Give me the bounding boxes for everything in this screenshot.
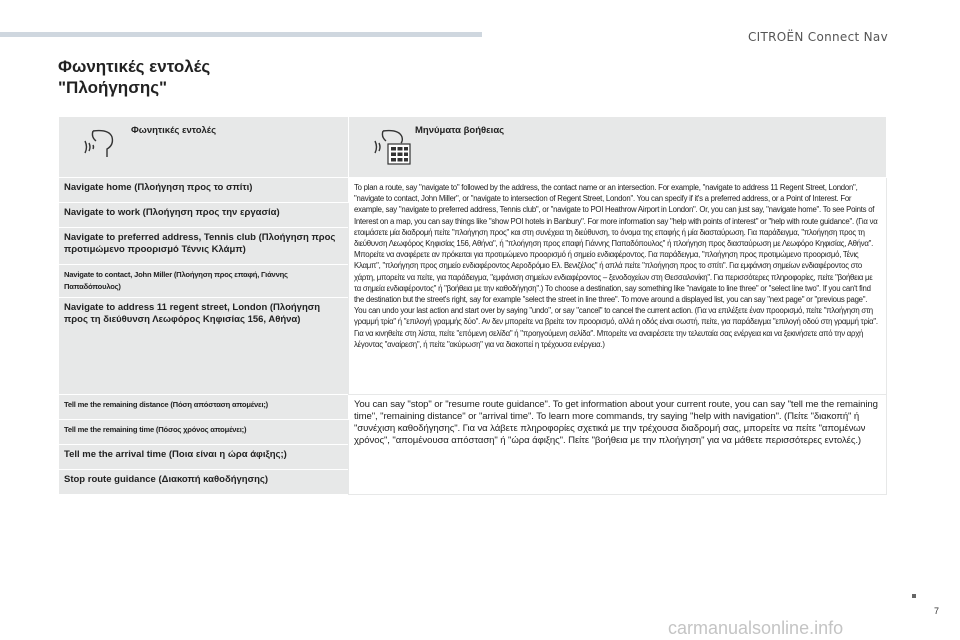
col1-header <box>59 117 349 178</box>
table-row <box>59 178 887 203</box>
table-row <box>59 395 887 420</box>
command-cell: Navigate to work (Πλοήγηση προς την εργασία) <box>59 203 349 228</box>
voice-help-icon <box>373 127 413 167</box>
command-cell: Tell me the arrival time (Ποια είναι η ώρα άφιξης;) <box>59 445 349 470</box>
command-cell: Navigate to contact, John Miller (Πλοήγηση προς επαφή, Γιάννης Παπαδόπουλος) <box>59 265 349 298</box>
command-cell: Stop route guidance (Διακοπή καθοδήγησης) <box>59 470 349 495</box>
command-cell: Navigate home (Πλοήγηση προς το σπίτι) <box>59 178 349 203</box>
command-cell: Navigate to address 11 regent street, London (Πλοήγηση προς τη διεύθυνση Λεωφόρος Κηφισίας 156, Αθήνα) <box>59 298 349 395</box>
watermark: carmanualsonline.info <box>668 618 844 638</box>
page-title-line-2: "Πλοήγησης" <box>58 78 168 97</box>
col1-header-label: Φωνητικές εντολές <box>131 125 217 136</box>
voice-commands-table <box>58 116 887 495</box>
help-cell-route: To plan a route, say "navigate to" followed by the address, the contact name or an intersection. For example, "navigate to address 11 Regent Street, London", "navigate to contact, John Miller", or "navigate to intersection of Regent Street, London". You can specify if it's a preferred address, or a Point of Interest. For example, say "navigate to preferred address, Tennis club", or "navigate to POI Heathrow Airport in London". Or, you can just say, "navigate home". To see Points of Interest on a map, you can say things like "show POI hotels in Banbury". For more information say "help with points of interest" or "help with route guidance". (Για να ετοιμάσετε μία διαδρομή πείτε "πλοήγηση προς" και στη συνέχεια τη διεύθυνση, το όνομα της επαφής ή μία διασταύρωση. Για παράδειγμα, "πλοήγηση προς τη διεύθυνση Λεωφόρος Κηφισίας 156, Αθήνα", ή "πλοήγηση προς επαφή Γιάννης Παπαδόπουλος" ή πλοήγηση προς διασταύρωση με Λεωφόρο Κηφισίας, Αθήνα". Μπορείτε να αναφέρετε αν πρόκειται για προτιμώμενο προορισμό ή σημείο ενδιαφέροντος. Για παράδειγμα, "πλοήγηση προς προτιμώμενο προορισμό, Τένις Κλαμπ", "πλοήγηση προς σημείο ενδιαφέροντος Αεροδρόμιο Ελ. Βενιζέλος" ή απλά πείτε "πλοήγηση προς το σπίτι". Για εμφάνιση σημείων ενδιαφέροντος στο χάρτη, μπορείτε να πείτε, για παράδειγμα, "εμφάνιση σημείων ενδιαφέροντος – ξενοδοχείων στη Θεσσαλονίκη". Για περισσότερες πληροφορίες, πείτε "βοήθεια με τα σημεία ενδιαφέροντος" ή "βοήθεια με την καθοδήγηση".) To choose a destination, say something like "navigate to line three" or "select line two". If you can't find the destination but the street's right, say for example "select the street in line three". To move around a displayed list, you can say "next page" or "previous page". You can undo your last action and start over by saying "undo", or say "cancel" to cancel the current action. (Για να επιλέξετε έναν προορισμό, πείτε "πλοήγηση στη γραμμή τρία" ή "επιλογή γραμμής δύο". Αν δεν μπορείτε να βρείτε τον προορισμό, αλλά η οδός είναι σωστή, πείτε, για παράδειγμα "επιλογή οδού στη γραμμή τρία". Για να κινηθείτε στη λίστα, πείτε "επόμενη σελίδα" ή "προηγούμενη σελίδα". Μπορείτε να αναιρέσετε την τελευταία σας ενέργεια και να ξεκινήσετε από την αρχή λέγοντας "αναίρεση", ή πείτε "ακύρωση" για να διακοπεί η τρέχουσα ενέργεια.) <box>349 178 887 395</box>
header-rule <box>0 32 482 37</box>
voice-command-icon <box>83 127 117 161</box>
page-title-line-1: Φωνητικές εντολές <box>58 57 211 76</box>
col2-header <box>349 117 887 178</box>
page-marker <box>912 594 916 598</box>
command-cell: Tell me the remaining distance (Πόση απόσταση απομένει;) <box>59 395 349 420</box>
command-cell: Navigate to preferred address, Tennis club (Πλοήγηση προς προτιμώμενο προορισμό Τέννις Κλάμπ) <box>59 228 349 265</box>
page-title <box>58 56 210 98</box>
col2-header-label: Μηνύματα βοήθειας <box>415 125 505 136</box>
brand-label: CITROËN Connect Nav <box>748 30 888 44</box>
command-cell: Tell me the remaining time (Πόσος χρόνος απομένει;) <box>59 420 349 445</box>
page-number: 7 <box>934 606 940 616</box>
help-cell-status: You can say "stop" or "resume route guidance". To get information about your current route, you can say "tell me the remaining time", "remaining distance" or "arrival time". To learn more commands, try saying "help with navigation". (Πείτε "διακοπή" ή "συνέχιση καθοδήγησης". Για να λάβετε πληροφορίες σχετικά με την τρέχουσα διαδρομή σας, μπορείτε να πείτε "απομένων χρόνος", "απομένουσα απόσταση" ή "ώρα άφιξης". Πείτε "βοήθεια με την πλοήγηση" για να μάθετε περισσότερες εντολές.) <box>349 395 887 495</box>
table-header-row <box>59 117 887 178</box>
